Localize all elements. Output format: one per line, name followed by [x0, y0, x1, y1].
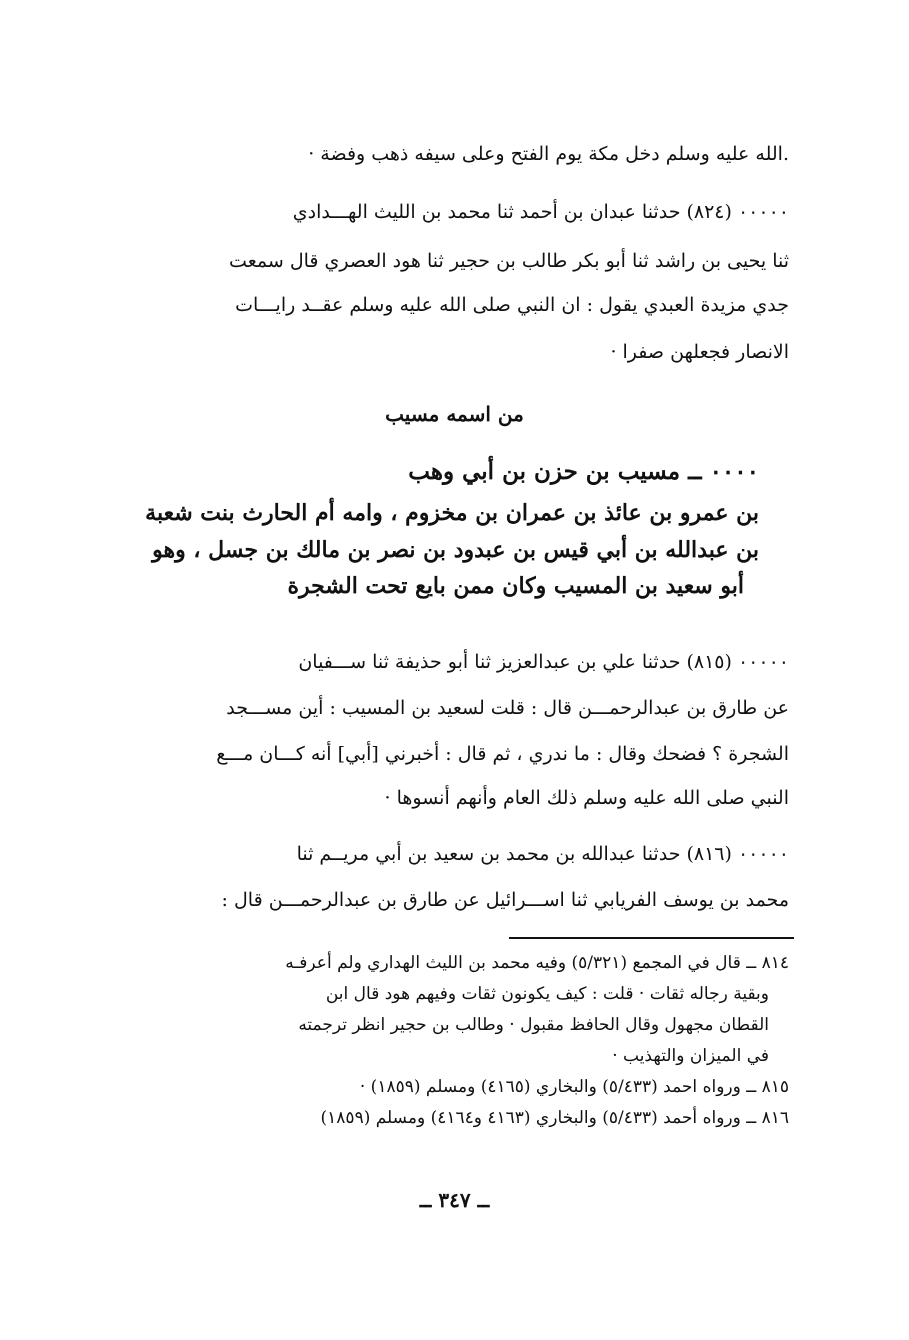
footnote-814-line-3: القطان مجهول وقال الحافظ مقبول · وطالب بن حجير انظر ترجمته [298, 1015, 769, 1035]
footnote-814-line-4: في الميزان والتهذيب · [612, 1046, 769, 1066]
hadith-815-line-4: النبي صلى الله عليه وسلم ذلك العام وأنهم أنسوها · [384, 787, 789, 809]
top-continuation-line: .الله عليه وسلم دخل مكة يوم الفتح وعلى سيفه ذهب وفضة · [308, 143, 789, 165]
person-bio-line-1: بن عمرو بن عائذ بن عمران بن مخزوم ، وامه أم الحارث بنت شعبة [145, 500, 759, 526]
hadith-815-line-1: ٠٠٠٠٠ (٨١٥) حدثنا علي بن عبدالعزيز ثنا أبو حذيفة ثنا ســـفيان [298, 651, 789, 673]
person-bio-line-3: أبو سعيد بن المسيب وكان ممن بايع تحت الشجرة [287, 573, 744, 599]
footnote-816: ٨١٦ ــ ورواه أحمد (٥/٤٣٣) والبخاري (٤١٦٣ و٤١٦٤) ومسلم (١٨٥٩) [320, 1108, 789, 1128]
hadith-815-line-2: عن طارق بن عبدالرحمـــن قال : قلت لسعيد بن المسيب : أين مســـجد [226, 697, 789, 719]
page-number: ــ ٣٤٧ ــ [419, 1188, 490, 1212]
footnote-separator [509, 937, 794, 939]
hadith-824-line-2: ثنا يحيى بن راشد ثنا أبو بكر طالب بن حجير ثنا هود العصري قال سمعت [229, 250, 789, 272]
hadith-824-line-3: جدي مزيدة العبدي يقول : ان النبي صلى الله عليه وسلم عقــد رايـــات [235, 294, 789, 316]
hadith-824-line-1: ٠٠٠٠٠ (٨٢٤) حدثنا عبدان بن أحمد ثنا محمد بن الليث الهـــدادي [292, 201, 789, 223]
footnote-815: ٨١٥ ــ ورواه احمد (٥/٤٣٣) والبخاري (٤١٦٥) ومسلم (١٨٥٩) · [359, 1077, 789, 1097]
footnote-814-line-1: ٨١٤ ــ قال في المجمع (٥/٣٢١) وفيه محمد بن الليث الهداري ولم أعرفـه [285, 953, 789, 973]
footnote-814-line-2: وبقية رجاله ثقات · قلت : كيف يكونون ثقات وفيهم هود قال ابن [325, 984, 769, 1004]
person-name-heading: ٠٠٠٠ ــ مسيب بن حزن بن أبي وهب [408, 458, 759, 485]
hadith-816-line-1: ٠٠٠٠٠ (٨١٦) حدثنا عبدالله بن محمد بن سعيد بن أبي مريــم ثنا [296, 843, 789, 865]
person-bio-line-2: بن عبدالله بن أبي قيس بن عبدود بن نصر بن مالك بن جسل ، وهو [152, 537, 759, 563]
hadith-816-line-2: محمد بن يوسف الفريابي ثنا اســـرائيل عن طارق بن عبدالرحمـــن قال : [221, 889, 789, 911]
hadith-824-line-4: الانصار فجعلهن صفرا · [610, 341, 789, 363]
section-title: من اسمه مسيب [385, 402, 524, 426]
hadith-815-line-3: الشجرة ؟ فضحك وقال : ما ندري ، ثم قال : أخبرني [أبي] أنه كـــان مـــع [216, 743, 789, 765]
